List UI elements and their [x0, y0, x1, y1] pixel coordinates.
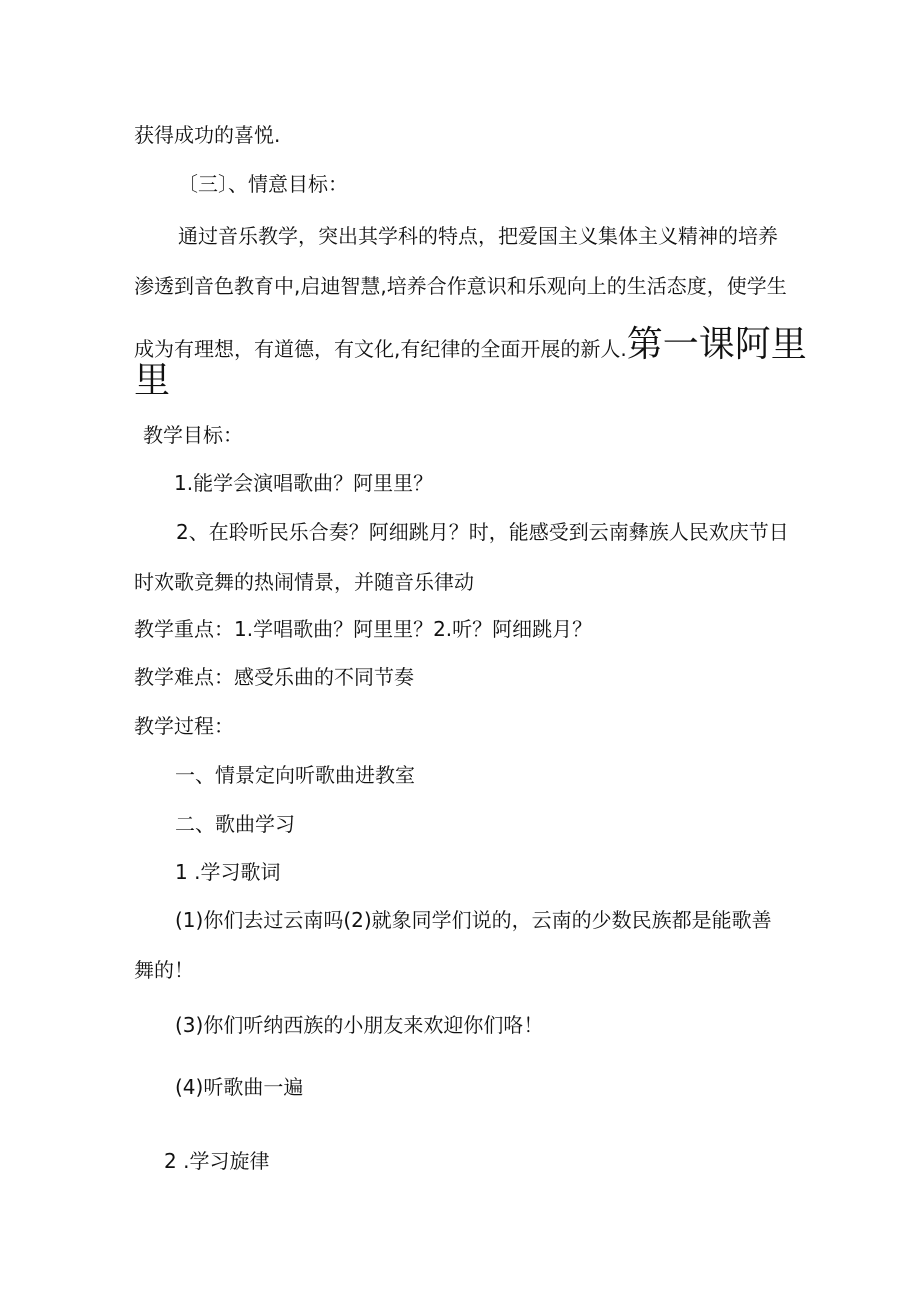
section-heading: 〔三〕、情意目标：: [178, 172, 348, 196]
text-line: (4)听歌曲一遍: [175, 1075, 304, 1099]
text-line: 2 .学习旋律: [164, 1149, 270, 1173]
text-line: 教学过程：: [134, 714, 234, 738]
text-line: 1 .学习歌词: [175, 860, 281, 884]
text-line: 时欢歌竞舞的热闹情景，并随音乐律动: [134, 570, 474, 594]
text-line: 获得成功的喜悦.: [134, 123, 281, 147]
text-line: 1.能学会演唱歌曲？阿里里？: [174, 471, 434, 495]
text-line: 通过音乐教学，突出其学科的特点，把爱国主义集体主义精神的培养: [178, 224, 778, 248]
text-line: 舞的！: [134, 958, 194, 982]
text-line: 渗透到音色教育中,启迪智慧,培养合作意识和乐观向上的生活态度，使学生: [134, 274, 787, 298]
text-line: 2、在聆听民乐合奏？阿细跳月？时，能感受到云南彝族人民欢庆节日: [176, 520, 789, 544]
text-line: 一、情景定向听歌曲进教室: [175, 763, 415, 787]
text-line: 教学重点：1.学唱歌曲？阿里里？2.听？阿细跳月？: [134, 617, 593, 641]
text-line: (1)你们去过云南吗(2)就象同学们说的，云南的少数民族都是能歌善: [175, 908, 772, 932]
text-line: 教学难点：感受乐曲的不同节奏: [134, 665, 414, 689]
text-line: 教学目标：: [143, 423, 243, 447]
text-span: 成为有理想，有道德，有文化,有纪律的全面开展的新人.: [134, 337, 627, 361]
lesson-title-continued: 里: [134, 360, 171, 401]
text-line: [134, 325, 807, 365]
lesson-title: 第一课阿里: [626, 324, 807, 365]
text-line: (3)你们听纳西族的小朋友来欢迎你们咯！: [175, 1013, 544, 1037]
text-line: 二、歌曲学习: [175, 812, 295, 836]
